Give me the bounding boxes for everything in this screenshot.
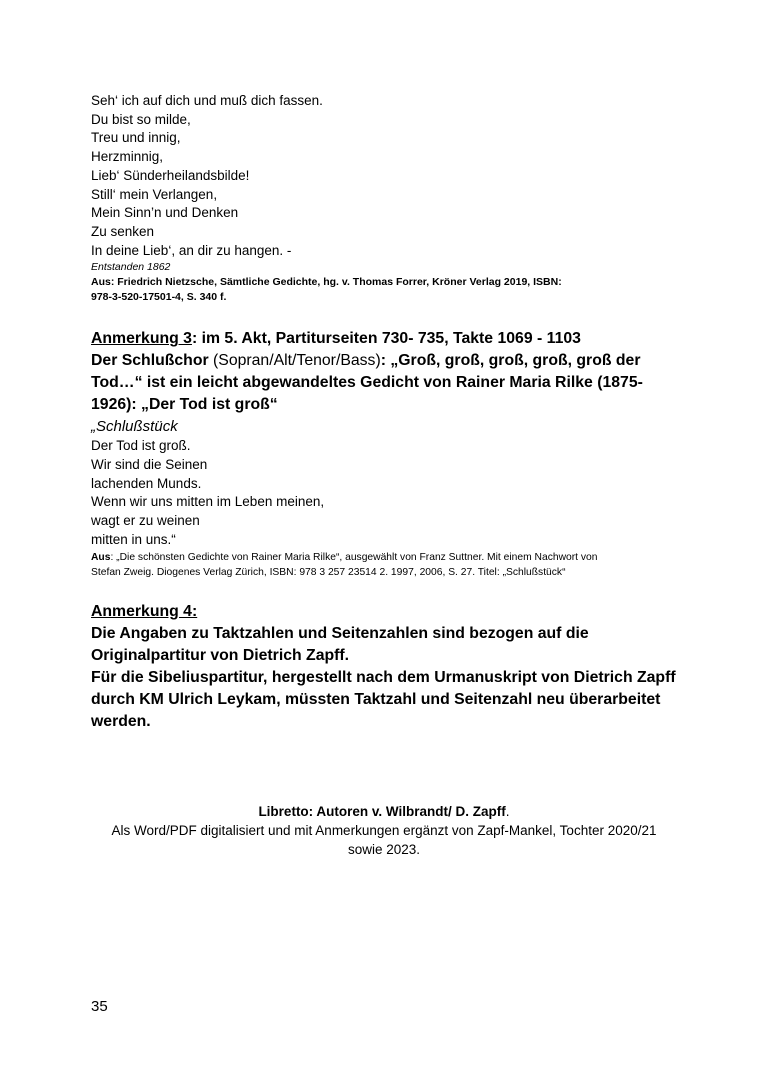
poem-line: Mein Sinn’n und Denken bbox=[91, 205, 239, 221]
note-4-line: durch KM Ulrich Leykam, müssten Taktzahl und Seitenzahl neu überarbeitet bbox=[91, 690, 661, 708]
poem-source-cont: 978-3-520-17501-4, S. 340 f. bbox=[91, 291, 227, 304]
note-4-line: Originalpartitur von Dietrich Zapff. bbox=[91, 646, 350, 664]
rilke-poem-line: Wir sind die Seinen bbox=[91, 457, 208, 473]
libretto-credit-end: . bbox=[505, 804, 510, 819]
rilke-poem-line: wagt er zu weinen bbox=[91, 513, 200, 529]
rilke-poem-line: Wenn wir uns mitten im Leben meinen, bbox=[91, 494, 325, 510]
note-3-heading bbox=[91, 328, 691, 350]
libretto-footer bbox=[0, 802, 768, 859]
note-3-line-2 bbox=[91, 350, 691, 372]
note-4-line: Für die Sibeliuspartitur, hergestellt nach dem Urmanuskript von Dietrich Zapff bbox=[91, 668, 676, 686]
poem-line: Lieb‘ Sünderheilandsbilde! bbox=[91, 167, 250, 183]
rilke-source-label: Aus bbox=[91, 551, 111, 563]
rilke-source-cont: Stefan Zweig. Diogenes Verlag Zürich, ISBN: 978 3 257 23514 2. 1997, 2006, S. 27. Titel: „Schlußstück“ bbox=[91, 566, 566, 578]
poem-line: Still‘ mein Verlangen, bbox=[91, 186, 218, 202]
footer-line-1 bbox=[0, 802, 768, 821]
libretto-credit: Libretto: Autoren v. Wilbrandt/ D. Zapff bbox=[258, 804, 506, 819]
poem-line: Treu und innig, bbox=[91, 130, 181, 146]
page-content bbox=[91, 92, 691, 733]
note-3-section bbox=[91, 328, 691, 579]
poem-line: In deine Lieb‘, an dir zu hangen. - bbox=[91, 242, 292, 258]
rilke-poem-line: Der Tod ist groß. bbox=[91, 438, 191, 454]
footer-line-3: sowie 2023. bbox=[347, 842, 421, 857]
note-3-heading-rest: : im 5. Akt, Partiturseiten 730- 735, Takte 1069 - 1103 bbox=[191, 330, 581, 348]
poem-date: Entstanden 1862 bbox=[91, 261, 171, 274]
note-3-text: Der Schlußchor bbox=[91, 352, 214, 370]
rilke-poem-line: mitten in uns.“ bbox=[91, 531, 176, 547]
nietzsche-poem bbox=[91, 92, 691, 305]
poem-line: Zu senken bbox=[91, 223, 155, 239]
rilke-source bbox=[91, 550, 691, 565]
note-3-label: Anmerkung 3 bbox=[91, 330, 192, 348]
note-4-section bbox=[91, 601, 691, 733]
note-4-line: werden. bbox=[91, 712, 151, 730]
note-4-label: Anmerkung 4: bbox=[91, 602, 198, 620]
note-4-line: Die Angaben zu Taktzahlen und Seitenzahlen sind bezogen auf die bbox=[91, 624, 589, 642]
note-3-text: : „Groß, groß, groß, groß, groß der bbox=[380, 352, 641, 370]
note-3-line-4: 1926): „Der Tod ist groß“ bbox=[91, 396, 278, 414]
rilke-poem-line: lachenden Munds. bbox=[91, 475, 202, 491]
page-number: 35 bbox=[91, 998, 108, 1015]
note-3-line-3: Tod…“ ist ein leicht abgewandeltes Gedicht von Rainer Maria Rilke (1875- bbox=[91, 374, 643, 392]
poem-line: Du bist so milde, bbox=[91, 111, 191, 127]
rilke-poem-title: „Schlußstück bbox=[91, 418, 178, 436]
poem-line: Seh‘ ich auf dich und muß dich fassen. bbox=[91, 93, 323, 108]
note-3-voices: (Sopran/Alt/Tenor/Bass) bbox=[213, 352, 381, 370]
poem-source: Aus: Friedrich Nietzsche, Sämtliche Gedichte, hg. v. Thomas Forrer, Kröner Verlag 2019, ISBN: bbox=[91, 276, 562, 289]
poem-line: Herzminnig, bbox=[91, 149, 164, 165]
rilke-source-text: : „Die schönsten Gedichte von Rainer Maria Rilke“, ausgewählt von Franz Suttner. Mit einem Nachwort von bbox=[110, 551, 598, 563]
footer-line-2: Als Word/PDF digitalisiert und mit Anmerkungen ergänzt von Zapf-Mankel, Tochter 2020/21 bbox=[111, 823, 657, 838]
